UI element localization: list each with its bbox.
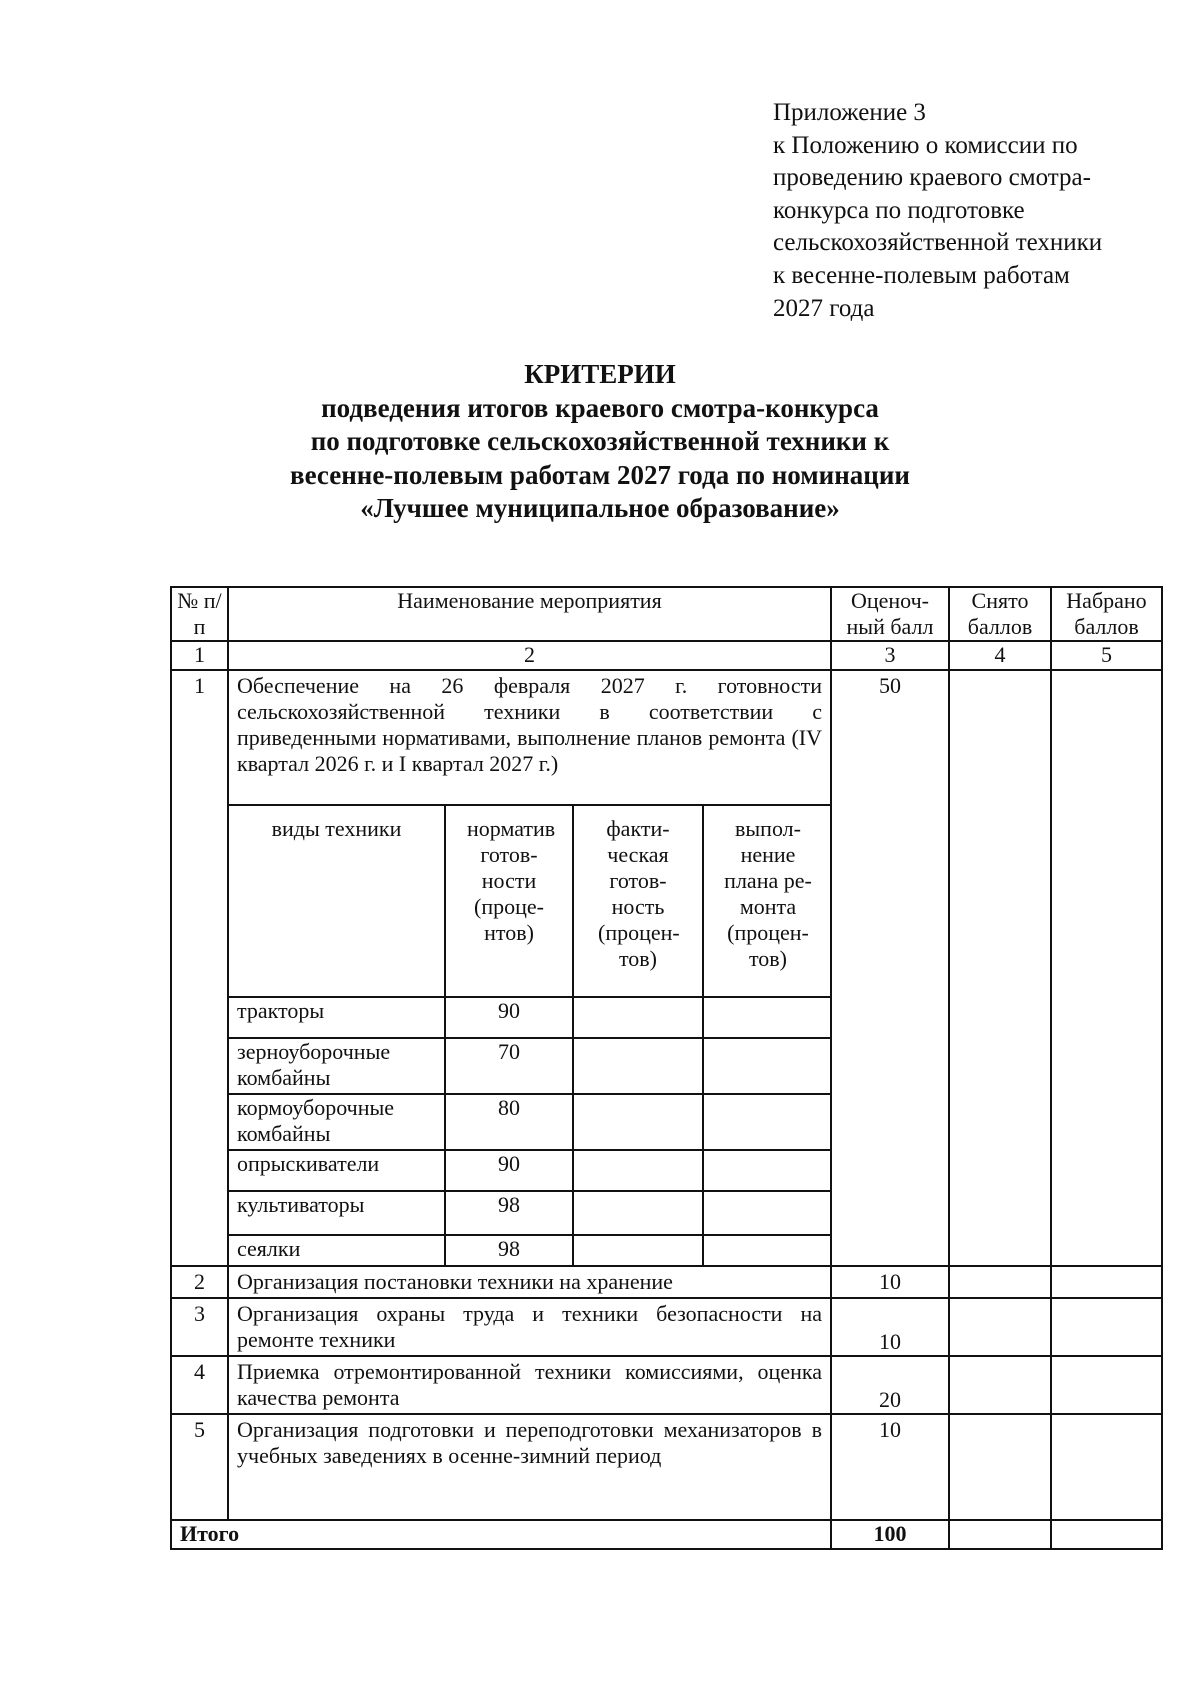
title-heading: КРИТЕРИИ [524,359,676,389]
total-row [171,1520,1162,1549]
row-score: 10 [831,1298,949,1356]
table-header-row [171,587,1162,641]
table-row [171,1266,1162,1298]
row-text: Приемка отремонтированной техники комиссиями, оценка качества ремонта [228,1356,831,1414]
row-text: Обеспечение на 26 февраля 2027 г. готовности сельскохозяйственной техники в соответствии с приведенными нормативами, выполнение планов ремонта (IV квартал 2026 г. и I квартал 2027 г.) [237,673,822,776]
row-removed [949,1356,1051,1414]
sub-norm: 90 [445,1150,573,1191]
sub-header-actual [573,805,703,997]
row-num: 3 [171,1298,228,1356]
title-line: весенне-полевым работам 2027 года по номинации [290,459,910,490]
row-removed [949,1266,1051,1298]
total-label: Итого [171,1520,831,1549]
sub-header-plan [703,805,832,997]
subtable-row [229,997,832,1038]
row-num: 1 [171,670,228,1266]
appendix-block [773,97,1173,325]
row-gained [1051,1414,1162,1520]
sub-kind: опрыскиватели [229,1150,445,1191]
total-gained [1051,1520,1162,1549]
appendix-line: проведению краевого смотра- [773,164,1091,192]
row-score: 10 [831,1414,949,1520]
sub-header-norm-text: норматив готов-ности (проце-нтов) [467,816,556,945]
header-num: № п/п [171,587,228,641]
sub-kind: сеялки [229,1235,445,1265]
col-number: 2 [228,641,831,670]
sub-header-actual-text: факти-ческая готов-ность (процен-тов) [598,816,680,971]
row-removed [949,1298,1051,1356]
sub-actual [573,1150,703,1191]
appendix-line: к весенне-полевым работам [773,261,1070,289]
subtable-row [229,1150,832,1191]
sub-header-norm [445,805,573,997]
row1-content [228,670,831,1266]
table-row [171,1356,1162,1414]
appendix-line: 2027 года [773,294,875,322]
subtable-row [229,1235,832,1265]
sub-actual [573,1094,703,1150]
header-name: Наименование мероприятия [228,587,831,641]
sub-header-kind: виды техники [229,805,445,997]
subtable-row [229,1038,832,1094]
sub-norm: 90 [445,997,573,1038]
sub-kind: тракторы [229,997,445,1038]
sub-plan [703,1150,832,1191]
table-row [171,1414,1162,1520]
sub-kind: культиваторы [229,1191,445,1235]
sub-plan [703,1038,832,1094]
row-score: 10 [831,1266,949,1298]
sub-norm: 70 [445,1038,573,1094]
row-text: Организация охраны труда и техники безопасности на ремонте техники [228,1298,831,1356]
sub-kind: зерноуборочные комбайны [229,1038,445,1094]
column-number-row [171,641,1162,670]
title-line: подведения итогов краевого смотра-конкурса [321,392,879,423]
col-number: 3 [831,641,949,670]
sub-kind: кормоуборочные комбайны [229,1094,445,1150]
title-line: «Лучшее муниципальное образование» [360,493,840,523]
appendix-line: сельскохозяйственной техники [773,229,1103,257]
row-num: 4 [171,1356,228,1414]
total-score: 100 [831,1520,949,1549]
col-number: 4 [949,641,1051,670]
sub-plan [703,1094,832,1150]
row-num: 5 [171,1414,228,1520]
total-removed [949,1520,1051,1549]
row-removed [949,670,1051,1266]
readiness-subtable [229,804,832,1265]
row-num: 2 [171,1266,228,1298]
header-score: Оценоч-ный балл [831,587,949,641]
header-gained: Набрано баллов [1051,587,1162,641]
subtable-row [229,1094,832,1150]
sub-actual [573,1038,703,1094]
row-text: Организация постановки техники на хранение [228,1266,831,1298]
sub-plan [703,997,832,1038]
sub-plan [703,1235,832,1265]
col-number: 1 [171,641,228,670]
sub-norm: 98 [445,1235,573,1265]
appendix-line: Приложение 3 [773,99,926,126]
sub-norm: 98 [445,1191,573,1235]
col-number: 5 [1051,641,1162,670]
sub-header-plan-text: выпол-нение плана ре-монта (процен-тов) [724,816,812,971]
subtable-row [229,1191,832,1235]
sub-norm: 80 [445,1094,573,1150]
sub-plan [703,1191,832,1235]
document-title [0,358,1200,526]
row-gained [1051,1298,1162,1356]
subtable-header-row [229,805,832,997]
row-gained [1051,1356,1162,1414]
sub-actual [573,997,703,1038]
row-gained [1051,1266,1162,1298]
table-row [171,670,1162,1266]
row-text: Организация подготовки и переподготовки механизаторов в учебных заведениях в осенне-зимний период [228,1414,831,1520]
sub-actual [573,1191,703,1235]
sub-actual [573,1235,703,1265]
appendix-line: конкурса по подготовке [773,196,1025,224]
table-row [171,1298,1162,1356]
title-line: по подготовке сельскохозяйственной техники к [310,426,890,456]
criteria-table [170,586,1163,1550]
appendix-line: к Положению о комиссии по [773,131,1078,159]
row-score: 20 [831,1356,949,1414]
row-score: 50 [831,670,949,1266]
row-removed [949,1414,1051,1520]
header-removed: Снято баллов [949,587,1051,641]
row-gained [1051,670,1162,1266]
